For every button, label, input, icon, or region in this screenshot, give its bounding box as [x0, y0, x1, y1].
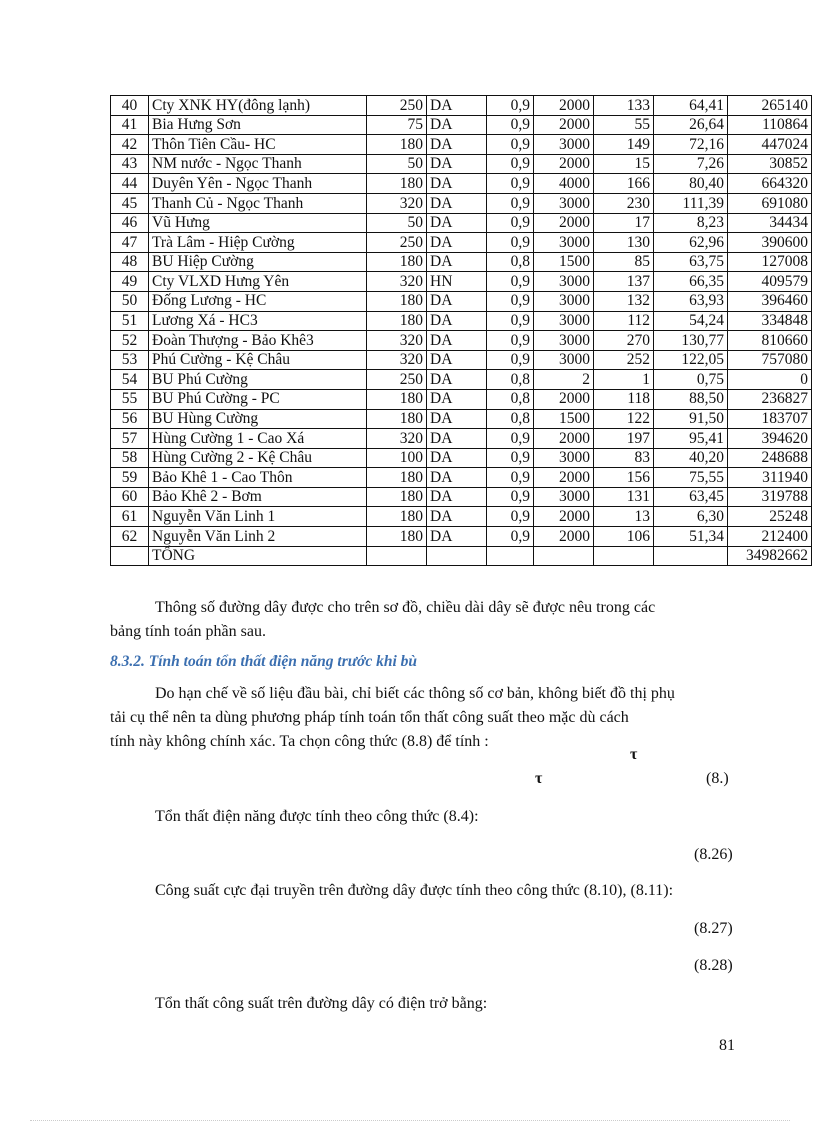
- cell-hours: 3000: [534, 350, 594, 370]
- cell-power: 320: [367, 193, 427, 213]
- cell-hours: 2000: [534, 154, 594, 174]
- table-row: [111, 233, 812, 253]
- table-row: [111, 193, 812, 213]
- table-row: [111, 350, 812, 370]
- cell-factor: 0,9: [487, 350, 534, 370]
- cell-energy: 236827: [728, 389, 812, 409]
- table-row: [111, 487, 812, 507]
- cell-factor: 0,9: [487, 96, 534, 116]
- cell-factor: 0,8: [487, 252, 534, 272]
- cell-hours: 3000: [534, 487, 594, 507]
- cell-hours: 3000: [534, 272, 594, 292]
- cell-loss: 63,75: [654, 252, 728, 272]
- cell-hours: 2000: [534, 96, 594, 116]
- cell-hours: 2000: [534, 115, 594, 135]
- table-row: [111, 135, 812, 155]
- cell-type: DA: [427, 448, 487, 468]
- cell-loss: 72,16: [654, 135, 728, 155]
- cell-station-name: Cty VLXD Hưng Yên: [149, 272, 367, 292]
- cell-type: DA: [427, 468, 487, 488]
- cell-loss: 62,96: [654, 233, 728, 253]
- cell-type: DA: [427, 311, 487, 331]
- cell-hours: 2000: [534, 507, 594, 527]
- cell-factor: 0,9: [487, 527, 534, 547]
- cell-current: 252: [594, 350, 654, 370]
- cell-loss: 122,05: [654, 350, 728, 370]
- table-body: [111, 96, 812, 566]
- cell-station-name: Đoàn Thượng - Bảo Khê3: [149, 331, 367, 351]
- cell-loss: 6,30: [654, 507, 728, 527]
- cell-number: 53: [111, 350, 149, 370]
- cell-factor: 0,8: [487, 409, 534, 429]
- cell-current: 149: [594, 135, 654, 155]
- cell-factor: 0,9: [487, 154, 534, 174]
- empty-cell: [367, 546, 427, 566]
- cell-loss: 40,20: [654, 448, 728, 468]
- equation-number-2: (8.26): [694, 846, 733, 863]
- table-row: [111, 389, 812, 409]
- cell-factor: 0,9: [487, 468, 534, 488]
- cell-loss: 75,55: [654, 468, 728, 488]
- paragraph-1-line-1: Thông số đường dây được cho trên sơ đồ, chiều dài dây sẽ được nêu trong các: [155, 599, 656, 616]
- cell-current: 131: [594, 487, 654, 507]
- cell-current: 17: [594, 213, 654, 233]
- cell-current: 166: [594, 174, 654, 194]
- paragraph-3: Tổn thất điện năng được tính theo công thức (8.4):: [155, 808, 479, 825]
- cell-number: 46: [111, 213, 149, 233]
- cell-factor: 0,9: [487, 331, 534, 351]
- total-label: TỔNG: [149, 546, 367, 566]
- cell-type: DA: [427, 213, 487, 233]
- cell-current: 230: [594, 193, 654, 213]
- cell-power: 180: [367, 252, 427, 272]
- cell-loss: 95,41: [654, 429, 728, 449]
- cell-station-name: Bia Hưng Sơn: [149, 115, 367, 135]
- cell-number: 55: [111, 389, 149, 409]
- cell-current: 112: [594, 311, 654, 331]
- cell-power: 320: [367, 272, 427, 292]
- table-row: [111, 174, 812, 194]
- cell-loss: 63,45: [654, 487, 728, 507]
- cell-number: 61: [111, 507, 149, 527]
- cell-number: 41: [111, 115, 149, 135]
- cell-factor: 0,9: [487, 507, 534, 527]
- cell-loss: 26,64: [654, 115, 728, 135]
- cell-factor: 0,9: [487, 272, 534, 292]
- cell-hours: 3000: [534, 233, 594, 253]
- cell-power: 320: [367, 331, 427, 351]
- cell-power: 75: [367, 115, 427, 135]
- cell-energy: 409579: [728, 272, 812, 292]
- cell-current: 118: [594, 389, 654, 409]
- cell-station-name: Lương Xá - HC3: [149, 311, 367, 331]
- cell-number: 47: [111, 233, 149, 253]
- cell-loss: 66,35: [654, 272, 728, 292]
- cell-type: DA: [427, 487, 487, 507]
- table-row: [111, 429, 812, 449]
- cell-energy: 30852: [728, 154, 812, 174]
- cell-current: 122: [594, 409, 654, 429]
- cell-power: 100: [367, 448, 427, 468]
- footer-divider: [30, 1120, 790, 1121]
- cell-energy: 334848: [728, 311, 812, 331]
- empty-cell: [487, 546, 534, 566]
- tau-symbol-equation: τ: [535, 770, 543, 787]
- table-row: [111, 468, 812, 488]
- cell-energy: 691080: [728, 193, 812, 213]
- cell-power: 250: [367, 370, 427, 390]
- cell-number: 57: [111, 429, 149, 449]
- cell-current: 137: [594, 272, 654, 292]
- cell-current: 1: [594, 370, 654, 390]
- cell-loss: 130,77: [654, 331, 728, 351]
- cell-hours: 3000: [534, 331, 594, 351]
- cell-type: DA: [427, 252, 487, 272]
- cell-type: DA: [427, 370, 487, 390]
- paragraph-2-line-2: tải cụ thể nên ta dùng phương pháp tính toán tổn thất công suất theo mặc dù cách: [110, 709, 629, 726]
- cell-hours: 2000: [534, 468, 594, 488]
- cell-energy: 183707: [728, 409, 812, 429]
- cell-number: 54: [111, 370, 149, 390]
- cell-loss: 8,23: [654, 213, 728, 233]
- cell-number: 45: [111, 193, 149, 213]
- table-row: [111, 409, 812, 429]
- cell-energy: 394620: [728, 429, 812, 449]
- substation-table: [110, 95, 812, 566]
- cell-energy: 390600: [728, 233, 812, 253]
- cell-station-name: Cty XNK HY(đông lạnh): [149, 96, 367, 116]
- cell-station-name: BU Phú Cường: [149, 370, 367, 390]
- empty-cell: [594, 546, 654, 566]
- table-row: [111, 311, 812, 331]
- cell-type: DA: [427, 429, 487, 449]
- cell-hours: 2000: [534, 429, 594, 449]
- cell-station-name: Bảo Khê 2 - Bơm: [149, 487, 367, 507]
- cell-hours: 2000: [534, 213, 594, 233]
- cell-type: DA: [427, 331, 487, 351]
- page-number: 81: [719, 1037, 735, 1054]
- table-row: [111, 370, 812, 390]
- cell-hours: 3000: [534, 193, 594, 213]
- equation-number-4: (8.28): [694, 957, 733, 974]
- cell-current: 13: [594, 507, 654, 527]
- cell-loss: 88,50: [654, 389, 728, 409]
- cell-type: DA: [427, 350, 487, 370]
- cell-energy: 248688: [728, 448, 812, 468]
- cell-number: 51: [111, 311, 149, 331]
- cell-power: 180: [367, 527, 427, 547]
- cell-factor: 0,9: [487, 487, 534, 507]
- table-row: [111, 252, 812, 272]
- cell-power: 320: [367, 429, 427, 449]
- cell-loss: 54,24: [654, 311, 728, 331]
- cell-type: DA: [427, 154, 487, 174]
- table-row: [111, 331, 812, 351]
- cell-station-name: BU Hiệp Cường: [149, 252, 367, 272]
- table-row: [111, 448, 812, 468]
- empty-cell: [534, 546, 594, 566]
- table-row: [111, 154, 812, 174]
- cell-power: 180: [367, 174, 427, 194]
- cell-station-name: Phú Cường - Kệ Châu: [149, 350, 367, 370]
- cell-station-name: Hùng Cường 2 - Kệ Châu: [149, 448, 367, 468]
- cell-number: 59: [111, 468, 149, 488]
- cell-current: 270: [594, 331, 654, 351]
- cell-station-name: NM nước - Ngọc Thanh: [149, 154, 367, 174]
- cell-station-name: Nguyễn Văn Linh 1: [149, 507, 367, 527]
- cell-power: 250: [367, 96, 427, 116]
- equation-number-3: (8.27): [694, 920, 733, 937]
- cell-type: DA: [427, 115, 487, 135]
- cell-number: 56: [111, 409, 149, 429]
- cell-number: 62: [111, 527, 149, 547]
- cell-hours: 2000: [534, 527, 594, 547]
- paragraph-2-line-3: tính này không chính xác. Ta chọn công thức (8.8) để tính :: [110, 733, 489, 750]
- cell-number: 52: [111, 331, 149, 351]
- cell-factor: 0,9: [487, 115, 534, 135]
- cell-energy: 212400: [728, 527, 812, 547]
- cell-station-name: BU Hùng Cường: [149, 409, 367, 429]
- cell-current: 83: [594, 448, 654, 468]
- cell-power: 180: [367, 468, 427, 488]
- cell-energy: 311940: [728, 468, 812, 488]
- cell-current: 85: [594, 252, 654, 272]
- cell-station-name: BU Phú Cường - PC: [149, 389, 367, 409]
- cell-type: DA: [427, 174, 487, 194]
- table-total-row: [111, 546, 812, 566]
- cell-factor: 0,9: [487, 233, 534, 253]
- cell-type: DA: [427, 389, 487, 409]
- cell-energy: 265140: [728, 96, 812, 116]
- paragraph-1-line-2: bảng tính toán phần sau.: [110, 623, 266, 640]
- cell-current: 15: [594, 154, 654, 174]
- cell-power: 180: [367, 409, 427, 429]
- cell-number: 60: [111, 487, 149, 507]
- empty-cell: [111, 546, 149, 566]
- cell-hours: 3000: [534, 448, 594, 468]
- cell-type: DA: [427, 507, 487, 527]
- tau-symbol-top: τ: [630, 746, 638, 763]
- empty-cell: [654, 546, 728, 566]
- cell-power: 180: [367, 507, 427, 527]
- cell-factor: 0,9: [487, 135, 534, 155]
- cell-station-name: Thôn Tiên Cầu- HC: [149, 135, 367, 155]
- cell-energy: 110864: [728, 115, 812, 135]
- cell-energy: 25248: [728, 507, 812, 527]
- table-row: [111, 527, 812, 547]
- cell-loss: 7,26: [654, 154, 728, 174]
- cell-power: 180: [367, 135, 427, 155]
- cell-loss: 0,75: [654, 370, 728, 390]
- cell-hours: 3000: [534, 291, 594, 311]
- cell-type: DA: [427, 135, 487, 155]
- paragraph-4: Công suất cực đại truyền trên đường dây được tính theo công thức (8.10), (8.11):: [155, 882, 674, 899]
- cell-station-name: Nguyễn Văn Linh 2: [149, 527, 367, 547]
- cell-current: 132: [594, 291, 654, 311]
- cell-power: 250: [367, 233, 427, 253]
- cell-power: 180: [367, 291, 427, 311]
- cell-station-name: Hùng Cường 1 - Cao Xá: [149, 429, 367, 449]
- cell-current: 106: [594, 527, 654, 547]
- empty-cell: [427, 546, 487, 566]
- cell-hours: 1500: [534, 252, 594, 272]
- cell-factor: 0,9: [487, 193, 534, 213]
- cell-loss: 51,34: [654, 527, 728, 547]
- cell-factor: 0,9: [487, 213, 534, 233]
- cell-current: 133: [594, 96, 654, 116]
- table-row: [111, 115, 812, 135]
- cell-power: 180: [367, 311, 427, 331]
- cell-energy: 757080: [728, 350, 812, 370]
- paragraph-2-line-1: Do hạn chế về số liệu đầu bài, chỉ biết các thông số cơ bản, không biết đồ thị phụ: [155, 685, 675, 702]
- cell-power: 50: [367, 213, 427, 233]
- cell-station-name: Đống Lương - HC: [149, 291, 367, 311]
- cell-factor: 0,9: [487, 311, 534, 331]
- cell-loss: 63,93: [654, 291, 728, 311]
- cell-energy: 34434: [728, 213, 812, 233]
- table-row: [111, 272, 812, 292]
- table-row: [111, 291, 812, 311]
- cell-loss: 111,39: [654, 193, 728, 213]
- cell-energy: 0: [728, 370, 812, 390]
- cell-type: DA: [427, 233, 487, 253]
- table-row: [111, 507, 812, 527]
- cell-station-name: Trà Lâm - Hiệp Cường: [149, 233, 367, 253]
- cell-current: 130: [594, 233, 654, 253]
- cell-current: 55: [594, 115, 654, 135]
- cell-number: 48: [111, 252, 149, 272]
- paragraph-5: Tổn thất công suất trên đường dây có điện trở bằng:: [155, 995, 488, 1012]
- cell-hours: 3000: [534, 135, 594, 155]
- cell-number: 40: [111, 96, 149, 116]
- cell-current: 197: [594, 429, 654, 449]
- cell-power: 320: [367, 350, 427, 370]
- cell-number: 50: [111, 291, 149, 311]
- cell-hours: 3000: [534, 311, 594, 331]
- cell-number: 58: [111, 448, 149, 468]
- cell-factor: 0,9: [487, 448, 534, 468]
- cell-energy: 319788: [728, 487, 812, 507]
- cell-station-name: Thanh Củ - Ngọc Thanh: [149, 193, 367, 213]
- cell-factor: 0,9: [487, 174, 534, 194]
- cell-hours: 2: [534, 370, 594, 390]
- cell-energy: 810660: [728, 331, 812, 351]
- cell-hours: 4000: [534, 174, 594, 194]
- cell-hours: 2000: [534, 389, 594, 409]
- table-row: [111, 96, 812, 116]
- cell-power: 50: [367, 154, 427, 174]
- cell-station-name: Duyên Yên - Ngọc Thanh: [149, 174, 367, 194]
- cell-station-name: Bảo Khê 1 - Cao Thôn: [149, 468, 367, 488]
- cell-energy: 447024: [728, 135, 812, 155]
- cell-number: 49: [111, 272, 149, 292]
- cell-energy: 127008: [728, 252, 812, 272]
- cell-loss: 64,41: [654, 96, 728, 116]
- cell-number: 44: [111, 174, 149, 194]
- cell-type: DA: [427, 409, 487, 429]
- section-heading: 8.3.2. Tính toán tổn thất điện năng trước khi bù: [110, 653, 418, 670]
- equation-number-1: (8.): [706, 770, 729, 787]
- cell-station-name: Vũ Hưng: [149, 213, 367, 233]
- cell-type: HN: [427, 272, 487, 292]
- cell-power: 180: [367, 487, 427, 507]
- cell-energy: 664320: [728, 174, 812, 194]
- cell-number: 43: [111, 154, 149, 174]
- cell-loss: 80,40: [654, 174, 728, 194]
- cell-energy: 396460: [728, 291, 812, 311]
- cell-current: 156: [594, 468, 654, 488]
- cell-factor: 0,8: [487, 389, 534, 409]
- table-row: [111, 213, 812, 233]
- cell-type: DA: [427, 291, 487, 311]
- total-value: 34982662: [728, 546, 812, 566]
- cell-number: 42: [111, 135, 149, 155]
- cell-power: 180: [367, 389, 427, 409]
- cell-hours: 1500: [534, 409, 594, 429]
- cell-factor: 0,9: [487, 429, 534, 449]
- cell-factor: 0,9: [487, 291, 534, 311]
- cell-type: DA: [427, 96, 487, 116]
- cell-loss: 91,50: [654, 409, 728, 429]
- cell-factor: 0,8: [487, 370, 534, 390]
- cell-type: DA: [427, 193, 487, 213]
- cell-type: DA: [427, 527, 487, 547]
